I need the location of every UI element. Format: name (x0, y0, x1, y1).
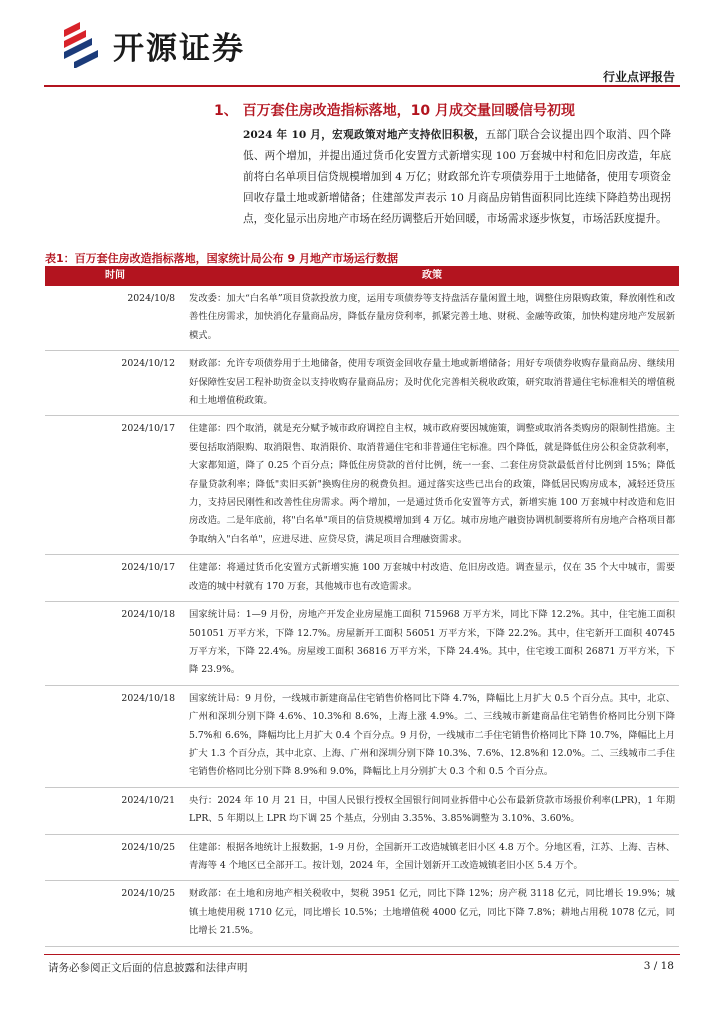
table-row (45, 834, 679, 881)
row-date: 2024/10/18 (45, 685, 185, 787)
policy-table (45, 266, 679, 947)
header-divider (44, 85, 680, 87)
row-date: 2024/10/17 (45, 416, 185, 555)
brand-logo-icon (60, 20, 108, 68)
column-header-time: 时间 (45, 266, 185, 286)
page-number: 3 / 18 (643, 960, 674, 972)
footer-divider (44, 954, 680, 955)
table-row (45, 416, 679, 555)
row-policy: 住建部：根据各地统计上报数据，1-9 月份，全国新开工改造城镇老旧小区 4.8 万个。分地区看，江苏、上海、吉林、青海等 4 个地区已全部开工。按计划，2024 年，全国计划新开工改造城镇老旧小区 5.4 万个。 (185, 834, 679, 881)
row-policy: 国家统计局：1—9 月份，房地产开发企业房屋施工面积 715968 万平方米，同比下降 12.2%。其中，住宅施工面积 501051 万平方米，下降 12.7%。房屋新开工面积 56051 万平方米，下降 22.2%。其中，住宅新开工面积 40745 万平方米，下降 22.4%。房屋竣工面积 36816 万平方米，下降 24.4%。其中，住宅竣工面积 26871 万平方米，下降 23.9%。 (185, 602, 679, 686)
column-header-policy: 政策 (185, 266, 679, 286)
row-date: 2024/10/8 (45, 286, 185, 351)
row-policy: 住建部：将通过货币化安置方式新增实施 100 万套城中村改造、危旧房改造。调查显示，仅在 35 个大中城市，需要改造的城中村就有 170 万套，其他城市也有改造需求。 (185, 555, 679, 602)
row-policy: 国家统计局：9 月份，一线城市新建商品住宅销售价格同比下降 4.7%，降幅比上月扩大 0.5 个百分点。其中，北京、广州和深圳分别下降 4.6%、10.3%和 8.6%，上海上涨 4.9%。二、三线城市新建商品住宅销售价格同比分别下降 5.7%和 6.6%，降幅均比上月扩大 0.4 个百分点。9 月份，一线城市二手住宅销售价格同比下降 10.7%，降幅比上月扩大 1.3 个百分点，其中北京、上海、广州和深圳分别下降 10.3%、7.6%、12.8%和 12.0%。二、三线城市二手住宅销售价格同比分别下降 8.9%和 9.0%，降幅比上月分别扩大 0.3 个和 0.5 个百分点。 (185, 685, 679, 787)
footer-disclaimer: 请务必参阅正文后面的信息披露和法律声明 (48, 962, 248, 974)
table-row (45, 685, 679, 787)
row-policy: 财政部：在土地和房地产相关税收中，契税 3951 亿元，同比下降 12%；房产税 3118 亿元，同比增长 19.9%；城镇土地使用税 1710 亿元，同比增长 10.5%；土地增值税 4000 亿元，同比下降 7.8%；耕地占用税 1078 亿元，同比增长 21.5%。 (185, 881, 679, 946)
table-row (45, 555, 679, 602)
table-header-row (45, 266, 679, 286)
table-row (45, 351, 679, 416)
row-date: 2024/10/25 (45, 834, 185, 881)
row-date: 2024/10/21 (45, 787, 185, 834)
section-title: 1、 百万套住房改造指标落地，10 月成交量回暖信号初现 (214, 103, 575, 119)
paragraph-lead: 2024 年 10 月，宏观政策对地产支持依旧积极， (243, 129, 486, 141)
row-policy: 财政部：允许专项债券用于土地储备，使用专项资金回收存量土地或新增储备；用好专项债券收购存量商品房、继续用好保障性安居工程补助资金以支持收购存量商品房；及时优化完善相关税收政策，研究取消普通住宅标准相关的增值税和土地增值税政策。 (185, 351, 679, 416)
report-type-label: 行业点评报告 (602, 70, 675, 84)
row-date: 2024/10/18 (45, 602, 185, 686)
row-policy: 发改委：加大“白名单”项目贷款投放力度，运用专项债券等支持盘活存量闲置土地，调整住房限购政策，释放刚性和改善性住房需求，加快消化存量商品房，降低存量房贷利率，抓紧完善土地、财税、金融等政策，加快构建房地产发展新模式。 (185, 286, 679, 351)
table-caption: 表1：百万套住房改造指标落地，国家统计局公布 9 月地产市场运行数据 (45, 252, 398, 265)
table-row (45, 787, 679, 834)
table-row (45, 286, 679, 351)
brand-name: 开源证券 (113, 31, 245, 67)
table-row (45, 602, 679, 686)
paragraph-body: 五部门联合会议提出四个取消、四个降低、两个增加，并提出通过货币化安置方式新增实现 100 万套城中村和危旧房改造，年底前将白名单项目信贷规模增加到 4 万亿；财政部允许专项债券用于土地储备，使用专项资金回收存量土地或新增储备；住建部发声表示 10 月商品房销售面积同比连续下降趋势出现拐点，变化显示出房地产市场在经历调整后开始回暖，市场需求逐步恢复，市场活跃度提升。 (243, 129, 671, 225)
row-date: 2024/10/17 (45, 555, 185, 602)
section-paragraph (243, 125, 671, 230)
row-date: 2024/10/25 (45, 881, 185, 946)
row-date: 2024/10/12 (45, 351, 185, 416)
row-policy: 住建部：四个取消，就是充分赋予城市政府调控自主权，城市政府要因城施策，调整或取消各类购房的限制性措施。主要包括取消限购、取消限售、取消限价、取消普通住宅和非普通住宅标准。四个降低，就是降低住房公积金贷款利率，大家都知道，降了 0.25 个百分点；降低住房贷款的首付比例，统一一套、二套住房贷款最低首付比例到 15%；降低存量贷款利率；降低"卖旧买新"换购住房的税费负担。通过落实这些已出台的政策，降低居民购房成本，减轻还贷压力，支持居民刚性和改善性住房需求。两个增加，一是通过货币化安置等方式，新增实施 100 万套城中村改造和危旧房改造。二是年底前，将"白名单"项目的信贷规模增加到 4 万亿。城市房地产融资协调机制要将所有房地产合格项目都争取纳入"白名单"，应进尽进、应贷尽贷，满足项目合理融资需求。 (185, 416, 679, 555)
table-row (45, 881, 679, 946)
row-policy: 央行：2024 年 10 月 21 日，中国人民银行授权全国银行间同业拆借中心公布最新贷款市场报价利率(LPR)，1 年期 LPR、5 年期以上 LPR 均下调 25 个基点，分别由 3.35%、3.85%调整为 3.10%、3.60%。 (185, 787, 679, 834)
brand-logo (60, 20, 280, 68)
